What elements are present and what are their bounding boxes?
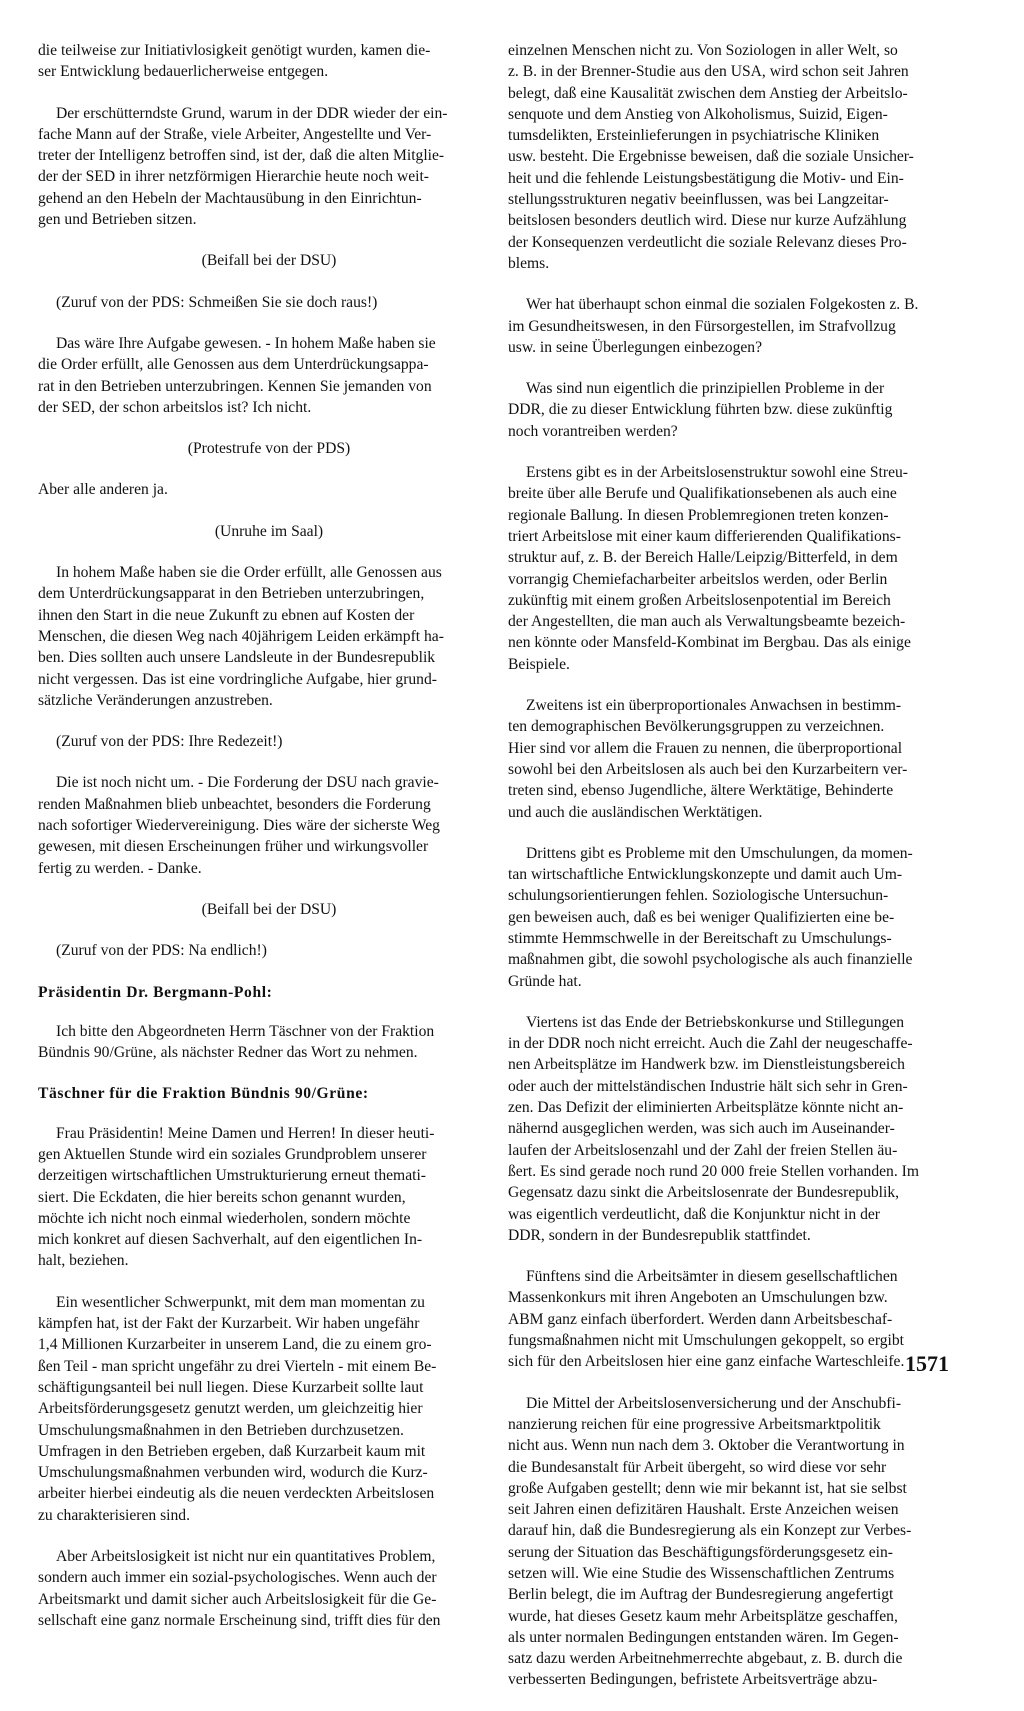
interjection: (Zuruf von der PDS: Ihre Redezeit!) bbox=[56, 733, 283, 751]
paragraph: Die ist noch nicht um. - Die Forderung der DSU nach gravie- renden Maßnahmen blieb unbeachtet, besonders die Forderung nach sofortiger Wiedervereinigung. Dies wäre der sicherste Weg gewesen, mit diesen Erscheinungen früher und wirkungsvoller fertig zu werden. - Danke. bbox=[38, 774, 440, 877]
right-column bbox=[508, 40, 970, 1711]
page-number: 1571 bbox=[905, 1351, 949, 1376]
paragraph-continuation: Aber alle anderen ja. bbox=[38, 481, 168, 499]
interjection: (Zuruf von der PDS: Na endlich!) bbox=[56, 942, 267, 960]
paragraph: Frau Präsidentin! Meine Damen und Herren! In dieser heuti- gen Aktuellen Stunde wird ein soziales Grundproblem unserer derzeitigen wirtschaftlichen Umstrukturierung erneut themati- siert. Die Eckdaten, die hier bereits schon genannt wurden, möchte ich nicht noch einmal wiederholen, sondern möchte mich konkret auf diesen Sachverhalt, auf den eigentlichen In- halt, beziehen. bbox=[38, 1124, 435, 1270]
speaker-heading: Präsidentin Dr. Bergmann-Pohl: bbox=[38, 983, 273, 1001]
paragraph: Die Mittel der Arbeitslosenversicherung und der Anschubfi- nanzierung reichen für eine progressive Arbeitsmarktpolitik nicht aus. Wenn nun nach dem 3. Oktober die Verantwortung in die Bundesanstalt für Arbeit übergeht, so wird diese vor sehr große Aufgaben gestellt; denn wie mir bekannt ist, hat sie selbst seit Jahren einen defizitären Haushalt. Erste Anzeichen weisen darauf hin, daß die Bundesregierung als ein Konzept zur Verbes- serung der Situation das Beschäftigungsförderungsgesetz ein- setzen will. Wie eine Studie des Wissenschaftlichen Zentrums Berlin belegt, die im Auftrag der Bundesregierung angefertigt wurde, hat dieses Gesetz kaum mehr Arbeitsplätze geschaffen, als unter normalen Bedingungen entstanden wären. Im Gegen- satz dazu werden Arbeitnehmerrechte abgebaut, z. B. durch die verbesserten Bedingungen, befristete Arbeitsverträge abzu- bbox=[508, 1394, 912, 1689]
paragraph-continuation: die teilweise zur Initiativlosigkeit genötigt wurden, kamen die- ser Entwicklung bedauerlicherweise entgegen. bbox=[38, 42, 431, 81]
paragraph: Erstens gibt es in der Arbeitslosenstruktur sowohl eine Streu- breite über alle Berufe und Qualifikationsebenen als auch eine regionale Ballung. In diesen Problemregionen treten konzen- triert Arbeitslose mit einer kaum differierenden Qualifikations- struktur auf, z. B. der Bereich Halle/Leipzig/Bitterfeld, in dem vorrangig Chemiefacharbeiter arbeitslos werden, oder Berlin zukünftig mit einem großen Arbeitslosenpotential im Bereich der Angestellten, die man auch als Verwaltungsbeamte bezeich- nen könnte oder Mansfeld-Kombinat im Bergbau. Das als einige Beispiele. bbox=[508, 464, 911, 673]
stage-direction: (Protestrufe von der PDS) bbox=[187, 440, 351, 458]
paragraph: Wer hat überhaupt schon einmal die sozialen Folgekosten z. B. im Gesundheitswesen, in den Fürsorgestellen, im Strafvollzug usw. in seine Überlegungen einbezogen? bbox=[508, 296, 919, 356]
paragraph: Aber Arbeitslosigkeit ist nicht nur ein quantitatives Problem, sondern auch immer ein sozial-psychologisches. Wenn auch der Arbeitsmarkt und damit sicher auch Arbeitslosigkeit für die Ge- sellschaft eine ganz normale Erscheinung sind, trifft dies für den bbox=[38, 1548, 441, 1629]
stage-direction: (Beifall bei der DSU) bbox=[201, 252, 337, 270]
paragraph: Drittens gibt es Probleme mit den Umschulungen, da momen- tan wirtschaftliche Entwicklungskonzepte und damit auch Um- schulungsorientierungen fehlen. Soziologische Untersuchun- gen beweisen auch, daß es bei weniger Qualifizierten eine be- stimmte Hemmschwelle in der Bereitschaft zu Umschulungs- maßnahmen gibt, die sowohl psychologische als auch finanzielle Gründe hat. bbox=[508, 844, 913, 990]
speaker-heading: Täschner für die Fraktion Bündnis 90/Grüne: bbox=[38, 1085, 369, 1103]
stage-direction: (Beifall bei der DSU) bbox=[201, 900, 337, 918]
paragraph: Viertens ist das Ende der Betriebskonkurse und Stillegungen in der DDR noch nicht erreicht. Auch die Zahl der neugeschaffe- nen Arbeitsplätze im Handwerk bzw. im Dienstleistungsbereich oder auch der mittelständischen Industrie hält sich sehr in Gren- zen. Das Defizit der eliminierten Arbeitsplätze könnte nicht an- nähernd ausgeglichen werden, was sich auch im Auseinander- laufen der Arbeitslosenzahl und der Zahl der freien Stellen äu- ßert. Es sind gerade noch rund 20 000 freie Stellen vorhanden. Im Gegensatz dazu sinkt die Arbeitslosenrate der Bundesrepublik, was eigentlich verdeutlicht, daß die Konjunktur nicht in der DDR, sondern in der Bundesrepublik stattfindet. bbox=[508, 1013, 919, 1244]
stage-direction: (Unruhe im Saal) bbox=[214, 522, 324, 540]
paragraph: Ein wesentlicher Schwerpunkt, mit dem man momentan zu kämpfen hat, ist der Fakt der Kurzarbeit. Wir haben ungefähr 1,4 Millionen Kurzarbeiter in unserem Land, die zu einem gro- ßen Teil - man spricht ungefähr zu drei Vierteln - mit einem Be- schäftigungsanteil bei null liegen. Diese Kurzarbeit sollte laut Arbeitsförderungsgesetz genutzt werden, um gleichzeitig hier Umschulungsmaßnahmen in den Betrieben durchzusetzen. Umfragen in den Betrieben ergeben, daß Kurzarbeit kaum mit Umschulungsmaßnahmen verbunden wird, wodurch die Kurz- arbeiter hierbei eindeutig als die neuen verdeckten Arbeitslosen zu charakterisieren sind. bbox=[38, 1293, 437, 1524]
left-column bbox=[38, 40, 500, 1651]
paragraph: Fünftens sind die Arbeitsämter in diesem gesellschaftlichen Massenkonkurs mit ihren Angeboten an Umschulungen bzw. ABM ganz einfach überfordert. Werden dann Arbeitsbeschaf- fungsmaßnahmen nicht mit Umschulungen gekoppelt, so ergibt sich für den Arbeitslosen hier eine ganz einfache Warteschleife. bbox=[508, 1268, 905, 1371]
paragraph: Zweitens ist ein überproportionales Anwachsen in bestimm- ten demographischen Bevölkerungsgruppen zu verzeichnen. Hier sind vor allem die Frauen zu nennen, die überproportional sowohl bei den Arbeitslosen als auch bei den Kurzarbeitern ver- treten sind, ebenso Jugendliche, ältere Werktätige, Behinderte und auch die ausländischen Werktätigen. bbox=[508, 697, 908, 821]
paragraph: Der erschütterndste Grund, warum in der DDR wieder der ein- fache Mann auf der Straße, viele Arbeiter, Angestellte und Ver- treter der Intelligenz betroffen sind, ist der, daß die alten Mitglie- der der SED in ihrer netzförmigen Hierarchie heute noch weit- gehend an den Hebeln der Machtausübung in den Einrichtun- gen und Betrieben sitzen. bbox=[38, 104, 448, 229]
paragraph: Was sind nun eigentlich die prinzipiellen Probleme in der DDR, die zu dieser Entwicklung führten bzw. diese zukünftig noch vorantreiben werden? bbox=[508, 380, 893, 440]
interjection: (Zuruf von der PDS: Schmeißen Sie sie doch raus!) bbox=[56, 293, 378, 311]
paragraph: Das wäre Ihre Aufgabe gewesen. - In hohem Maße haben sie die Order erfüllt, alle Genossen aus dem Unterdrückungsappa- rat in den Betrieben unterzubringen. Kennen Sie jemanden von der SED, der schon arbeitslos ist? Ich nicht. bbox=[38, 334, 436, 416]
paragraph: In hohem Maße haben sie die Order erfüllt, alle Genossen aus dem Unterdrückungsapparat in den Betrieben unterzubringen, ihnen den Start in die neue Zukunft zu ebnen auf Kosten der Menschen, die diesen Weg nach 40jährigem Leiden erkämpft ha- ben. Dies sollten auch unsere Landsleute in der Bundesrepublik nicht vergessen. Das ist eine vordringliche Aufgabe, hier grund- sätzliche Veränderungen anzustreben. bbox=[38, 564, 444, 709]
paragraph: Ich bitte den Abgeordneten Herrn Täschner von der Fraktion Bündnis 90/Grüne, als nächster Redner das Wort zu nehmen. bbox=[38, 1022, 435, 1062]
paragraph-continuation: einzelnen Menschen nicht zu. Von Soziologen in aller Welt, so z. B. in der Brenner-Studie aus den USA, wird schon seit Jahren belegt, daß eine Kausalität zwischen dem Anstieg der Arbeitslo- senquote und dem Anstieg von Alkoholismus, Suizid, Eigen- tumsdelikten, Ersteinlieferungen in psychiatrische Kliniken usw. besteht. Die Ergebnisse beweisen, daß die soziale Unsicher- heit und die fehlende Leistungsbestätigung die Motiv- und Ein- stellungsstrukturen negativ beeinflussen, was bei Langzeitar- beitslosen besonders deutlich wird. Diese nur kurze Aufzählung der Konsequenzen verdeutlicht die soziale Relevanz dieses Pro- blems. bbox=[508, 42, 914, 272]
